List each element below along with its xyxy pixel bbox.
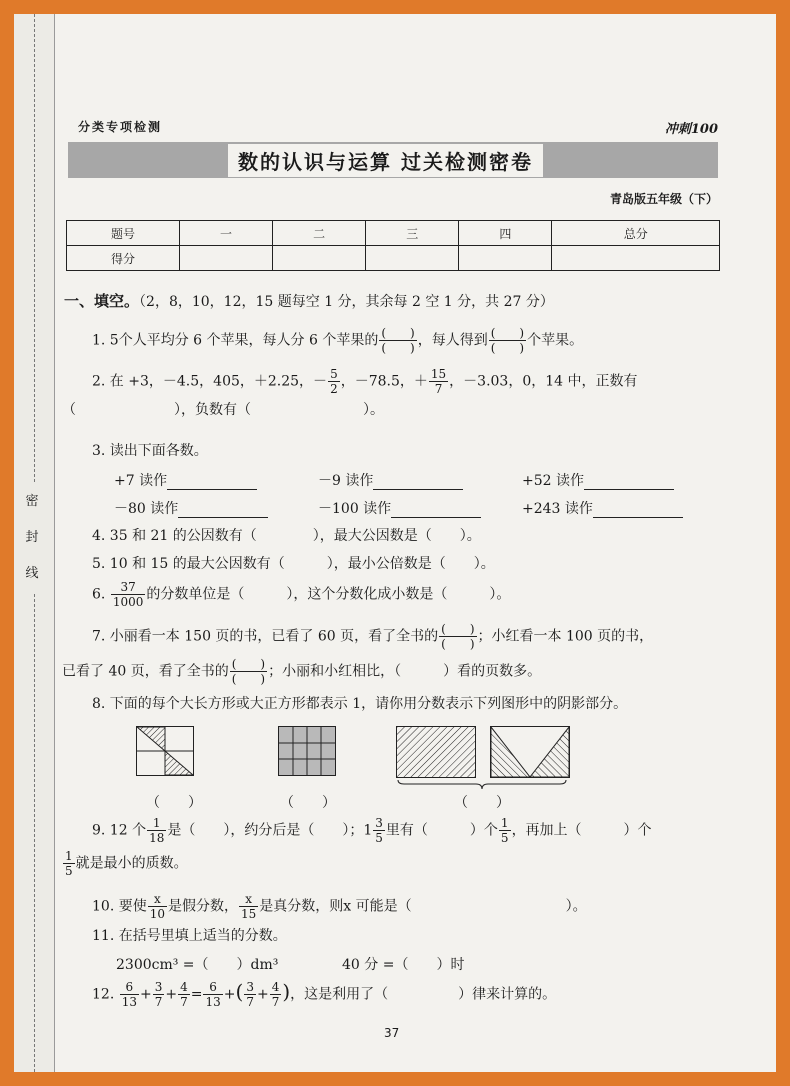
category-label: 分类专项检测 bbox=[78, 120, 163, 134]
score-col: 二 bbox=[273, 221, 366, 246]
score-cell[interactable] bbox=[366, 246, 459, 271]
fraction: $\frac{37}{1000}$ bbox=[112, 580, 144, 609]
answer-fraction[interactable]: $\frac{( )}{( )}$ bbox=[490, 326, 525, 355]
score-cell[interactable] bbox=[273, 246, 366, 271]
figure-3 bbox=[396, 726, 476, 778]
question-6: 6. $\frac{37}{1000}$ 的分数单位是（ ），这个分数化成小数是（ ）。 bbox=[92, 580, 511, 609]
section-number: 一、 bbox=[64, 292, 95, 310]
figure-1 bbox=[136, 726, 194, 776]
answer-blank[interactable] bbox=[167, 475, 257, 490]
score-cell[interactable] bbox=[552, 246, 720, 271]
q1-text: 个苹果。 bbox=[527, 332, 584, 349]
figure-2 bbox=[278, 726, 336, 776]
answer-blank[interactable]: （ ） bbox=[454, 795, 510, 811]
read-item: －80 读作 bbox=[114, 498, 268, 518]
title-banner bbox=[68, 142, 718, 178]
score-row-label: 得分 bbox=[67, 246, 180, 271]
answer-fraction[interactable]: $\frac{( )}{( )}$ bbox=[441, 622, 475, 651]
answer-blank[interactable] bbox=[584, 475, 674, 490]
answer-blank[interactable]: （ ） bbox=[146, 795, 202, 811]
figure-brace bbox=[396, 778, 568, 790]
question-9: 9. 12 个 $\frac{1}{18}$ 是（ ），约分后是（ ）；1 $\frac{3}{5}$ 里有（ ）个 $\frac{1}{5}$ ，再加上（ ）个 $\frac{1}{5}$ 就是最小的质数。 bbox=[65, 816, 652, 878]
q11-part-a: 2300cm³ =（ ）dm³ bbox=[116, 957, 279, 973]
figure-4 bbox=[490, 726, 570, 778]
page-title: 数的认识与运算 过关检测密卷 bbox=[228, 144, 543, 177]
question-12: 12. $\frac{6}{13}$ + $\frac{3}{7}$ + $\frac{4}{7}$ = $\frac{6}{13}$ +( $\frac{3}{7}$ + $\frac{4}{7}$ )，这是利用了（ ）律来计算的。 bbox=[92, 979, 557, 1009]
score-col: 总分 bbox=[552, 221, 720, 246]
section-note: （2，8，10，12，15 题每空 1 分，其余每 2 空 1 分，共 27 分） bbox=[139, 294, 554, 310]
question-3 bbox=[14, 441, 776, 461]
section-title: 填空。 bbox=[94, 292, 140, 310]
question-1 bbox=[14, 326, 776, 355]
answer-blank[interactable]: （ ） bbox=[280, 795, 336, 811]
score-header: 题号 bbox=[67, 221, 180, 246]
question-10: 10. 要使 $\frac{x}{10}$ 是假分数， $\frac{x}{15}$ 是真分数，则x 可能是（ ）。 bbox=[92, 892, 587, 921]
question-2 bbox=[14, 367, 776, 420]
page-number: 37 bbox=[384, 1026, 400, 1040]
answer-blank[interactable] bbox=[391, 503, 481, 518]
answer-blank[interactable] bbox=[593, 503, 683, 518]
question-7: 7. 小丽看一本 150 页的书，已看了 60 页，看了全书的 $\frac{( )}{( )}$ ；小红看一本 100 页的书， 已看了 40 页，看了全书的 $\frac{( )}{( )}$ ；小丽和小红相比，（ ）看的页数多。 bbox=[62, 622, 654, 686]
score-col: 三 bbox=[366, 221, 459, 246]
binding-text: 密 封 线 bbox=[22, 484, 42, 592]
fraction: $\frac{5}{2}$ bbox=[330, 367, 338, 396]
q2-text: ，－78.5，＋ bbox=[340, 373, 428, 390]
question-5: 5. 10 和 15 的最大公因数有（ ），最小公倍数是（ ）。 bbox=[92, 556, 495, 572]
read-item: +52 读作 bbox=[522, 470, 674, 490]
score-cell[interactable] bbox=[459, 246, 552, 271]
score-col: 一 bbox=[180, 221, 273, 246]
q11-part-b: 40 分 =（ ）时 bbox=[342, 957, 465, 973]
exam-page bbox=[14, 14, 776, 1072]
question-8: 8. 下面的每个大长方形或大正方形都表示 1，请你用分数表示下列图形中的阴影部分。 bbox=[92, 696, 628, 712]
question-4: 4. 35 和 21 的公因数有（ ），最大公因数是（ ）。 bbox=[92, 528, 481, 544]
read-item: －100 读作 bbox=[318, 498, 481, 518]
answer-fraction[interactable]: $\frac{( )}{( )}$ bbox=[381, 326, 415, 355]
q3-title: 3. 读出下面各数。 bbox=[92, 443, 208, 459]
answer-blank[interactable] bbox=[373, 475, 463, 490]
score-table bbox=[66, 220, 720, 271]
answer-fraction[interactable]: $\frac{( )}{( )}$ bbox=[231, 657, 266, 686]
q2-blanks: （ ），负数有（ ）。 bbox=[62, 402, 384, 418]
fraction: $\frac{15}{7}$ bbox=[430, 367, 447, 396]
score-col: 四 bbox=[459, 221, 552, 246]
q2-text: 2. 在 +3，－4.5，405，＋2.25，－ bbox=[92, 373, 328, 390]
section-heading bbox=[64, 291, 776, 312]
score-cell[interactable] bbox=[180, 246, 273, 271]
read-item: +243 读作 bbox=[522, 498, 683, 518]
read-item: －9 读作 bbox=[318, 470, 463, 490]
q1-text: ，每人得到 bbox=[417, 332, 488, 349]
q2-text: ，－3.03，0，14 中，正数有 bbox=[449, 373, 638, 390]
question-11: 11. 在括号里填上适当的分数。 bbox=[92, 928, 287, 944]
answer-blank[interactable] bbox=[178, 503, 268, 518]
q1-text: 1. 5个人平均分 6 个苹果，每人分 6 个苹果的 bbox=[92, 332, 379, 349]
read-item: +7 读作 bbox=[114, 470, 257, 490]
brand-label: 冲刺100 bbox=[664, 122, 718, 137]
edition-label: 青岛版五年级（下） bbox=[609, 192, 718, 206]
